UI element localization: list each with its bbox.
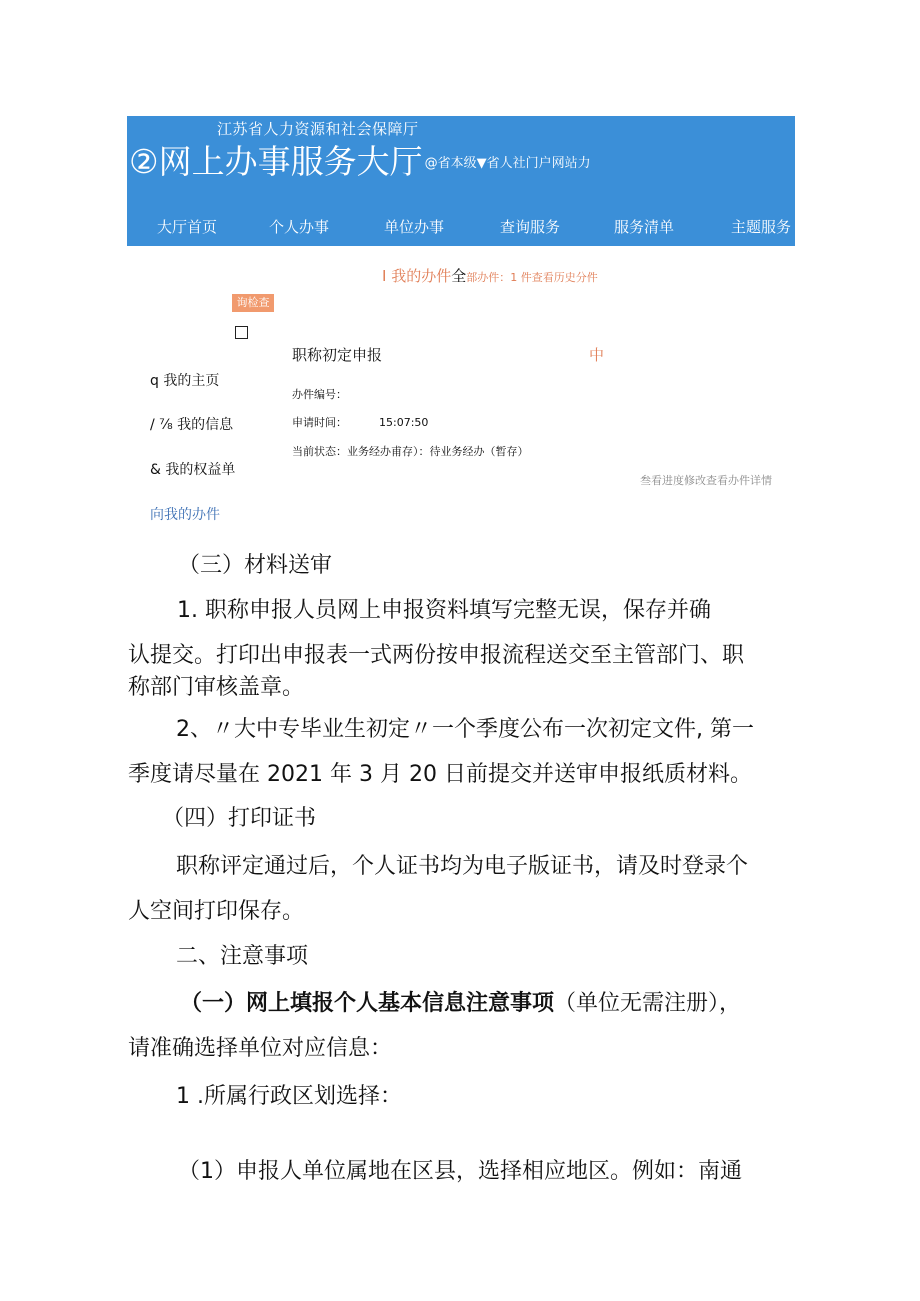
query-tag[interactable]: 询检查 <box>232 294 274 312</box>
paragraph-line: 季度请尽量在 2021 年 3 月 20 日前提交并送审申报纸质材料。 <box>128 762 752 787</box>
nav-unit[interactable]: 单位办事 <box>384 218 445 236</box>
subsection-heading-note: （单位无需注册）， <box>554 991 742 1016</box>
sidebar-item-rights[interactable]: & 我的权益单 <box>150 462 236 478</box>
paragraph-line: 认提交。打印出申报表一式两份按申报流程送交至主管部门、职 <box>128 643 745 668</box>
paragraph-line: 称部门审核盖章。 <box>128 675 305 700</box>
paragraph-line: 职称评定通过后，个人证书均为电子版证书，请及时登录个 <box>176 854 749 879</box>
section-notes: 二、注意事项 <box>176 944 309 969</box>
nav-service-list[interactable]: 服务清单 <box>614 218 675 236</box>
hall-header <box>127 116 795 246</box>
my-cases-all: 全 <box>451 267 467 285</box>
sidebar-item-my-cases[interactable]: 向我的办件 <box>150 507 220 523</box>
case-time <box>292 414 428 430</box>
case-title: 职称初定申报 <box>292 346 383 364</box>
location-selector[interactable]: @省本级▼省人社门户网站力 <box>424 155 591 171</box>
org-name: 江苏省人力资源和社会保障厅 <box>217 120 419 138</box>
case-number-label: 办件编号： <box>292 388 347 401</box>
case-time-value: 15:07:50 <box>379 416 429 429</box>
case-status-badge: 中 <box>589 346 605 364</box>
my-cases-heading <box>382 265 598 286</box>
paragraph-line: 请准确选择单位对应信息： <box>128 1036 393 1061</box>
case-checkbox[interactable] <box>235 326 248 339</box>
case-number <box>292 386 347 402</box>
view-history-link[interactable]: 部办件：1 件查看历史分件 <box>466 271 598 284</box>
sidebar-item-info[interactable]: / ⅞ 我的信息 <box>150 417 234 433</box>
nav-theme-service[interactable]: 主题服务 <box>731 218 792 236</box>
hall-title-text: ②网上办事服务大厅 <box>129 142 423 181</box>
nav-bar <box>127 216 795 238</box>
paragraph-line: 人空间打印保存。 <box>128 899 305 924</box>
section-material-review: （三）材料送审 <box>178 553 333 578</box>
list-item-heading: 1 .所属行政区划选择： <box>176 1084 402 1109</box>
paragraph-line: 2、〃大中专毕业生初定〃一个季度公布一次初定文件, 第一 <box>176 717 754 742</box>
subsection-heading <box>180 990 741 1018</box>
paragraph-line: （1）申报人单位属地在区县，选择相应地区。例如：南通 <box>178 1159 742 1184</box>
case-time-label: 申请时间： <box>292 416 347 429</box>
sidebar-item-home[interactable]: q 我的主页 <box>150 373 220 389</box>
subsection-heading-bold: （一）网上填报个人基本信息注意事项 <box>180 991 555 1016</box>
case-actions[interactable]: 叁看进度修改查看办件详情 <box>640 474 772 487</box>
case-status: 当前状态：业务经办甫存）：待业务经办（暂存） <box>292 445 529 458</box>
hall-title <box>129 142 591 184</box>
nav-query[interactable]: 查询服务 <box>500 218 561 236</box>
paragraph-line: 1. 职称申报人员网上申报资料填写完整无误，保存并确 <box>177 598 711 623</box>
my-cases-title: I 我的办件 <box>382 267 452 285</box>
nav-home[interactable]: 大厅首页 <box>157 218 218 236</box>
nav-personal[interactable]: 个人办事 <box>269 218 330 236</box>
section-print-certificate: （四）打印证书 <box>162 806 317 831</box>
